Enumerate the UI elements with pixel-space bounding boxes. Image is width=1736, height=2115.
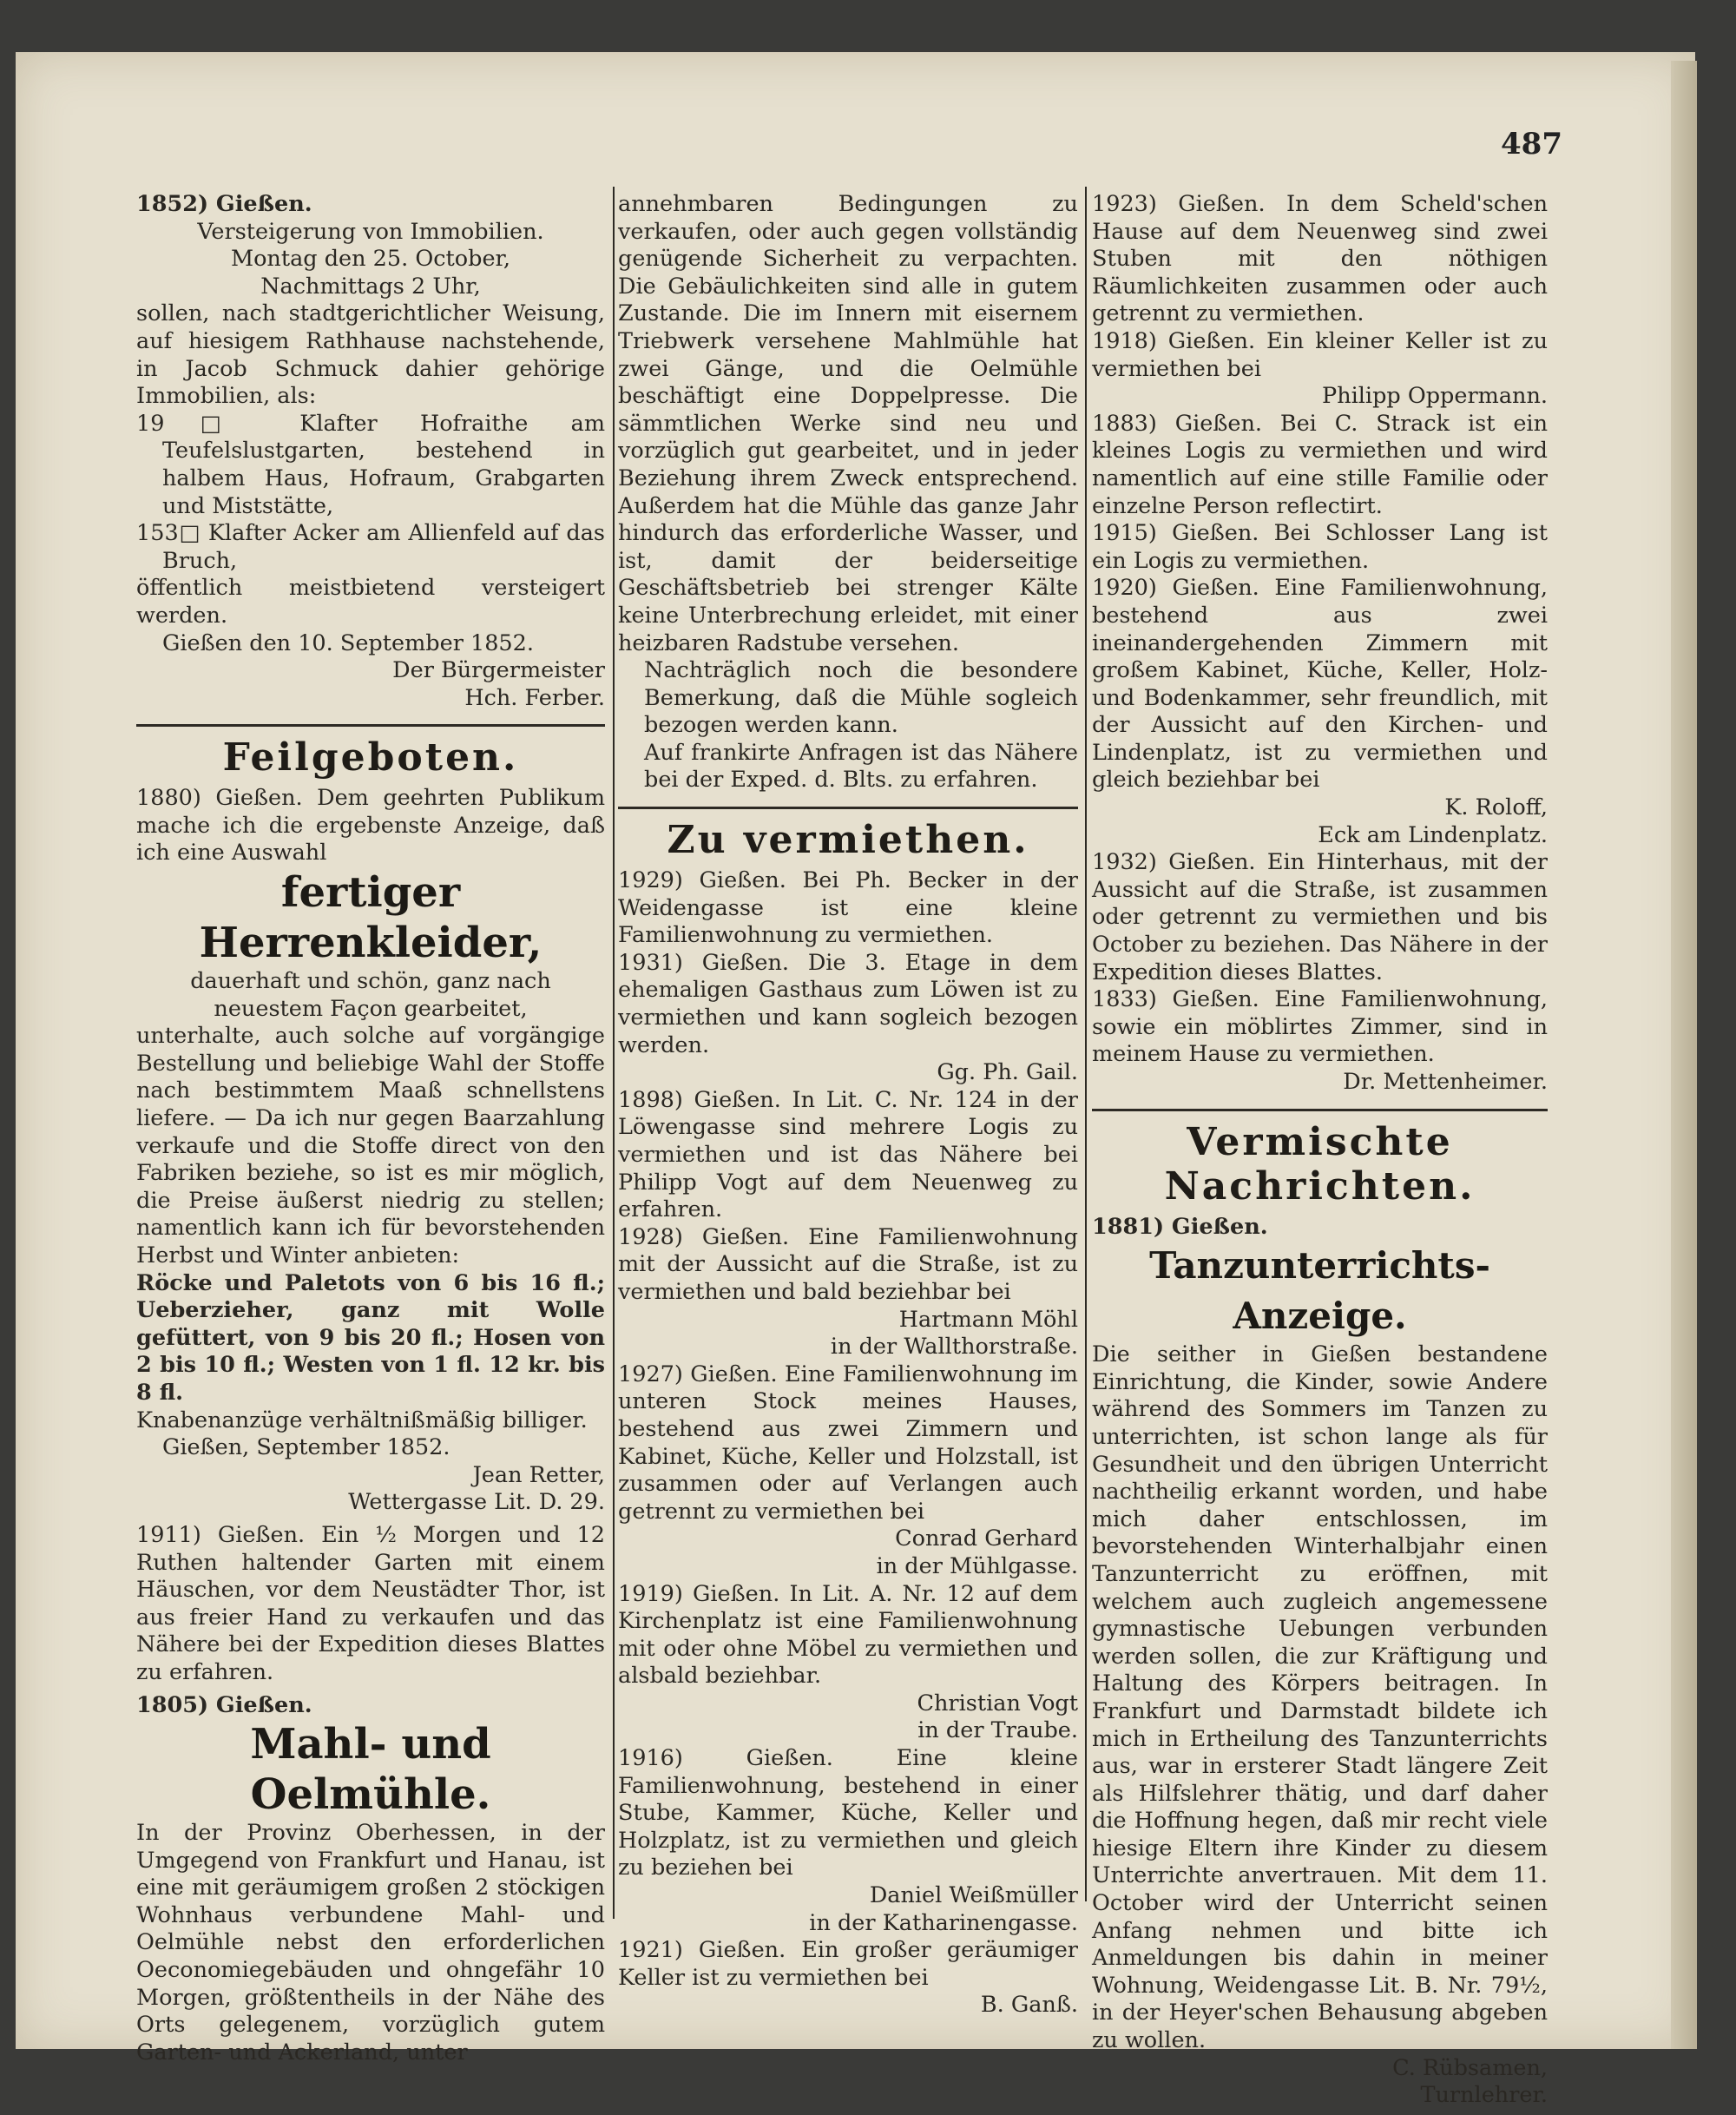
ad-dateline: Gießen den 10. September 1852. — [162, 629, 534, 656]
column-3 — [1092, 191, 1548, 2115]
ad-signature: in der Katharinengasse. — [809, 1909, 1078, 1936]
ad-body: unterhalte, auch solche auf vorgängige Bestellung und beliebige Wahl der Stoffe nach bestimmtem Maaß schnellstens liefere. — Da ich nur gegen Baarzahlung verkaufe und die Stoffe direct von den Fabriken beziehe, so ist es mir möglich, die Preise äußerst niedrig zu stellen; namentlich kann ich für bevorstehenden Herbst und Winter anbieten: — [136, 1023, 605, 1268]
ad-subtitle: dauerhaft und schön, ganz nach — [190, 968, 551, 995]
ad-body: Auf frankirte Anfragen ist das Nähere bei der Exped. d. Blts. zu erfahren. — [644, 739, 1078, 794]
ad-body: 1883) Gießen. Bei C. Strack ist ein kleines Logis zu vermiethen und wird namentlich auf eine stille Familie oder einzelne Person reflectirt. — [1092, 410, 1548, 519]
ad-body: 1919) Gießen. In Lit. A. Nr. 12 auf dem Kirchenplatz ist eine Familienwohnung mit oder ohne Möbel zu vermiethen und alsbald beziehbar. — [618, 1580, 1078, 1690]
ad-signature: Eck am Lindenplatz. — [1318, 821, 1548, 848]
column-2 — [618, 191, 1078, 2115]
ad-body: In der Provinz Oberhessen, in der Umgegend von Frankfurt und Hanau, ist eine mit geräumigem großen 2 stöckigen Wohnhaus verbundene Mahl- und Oelmühle nebst den erforderlichen Oeconomiegebäuden und ohngefähr 10 Morgen, größtentheils in der Nähe des Orts gelegenem, vorzüglich gutem Garten- und Ackerland, unter — [136, 1820, 605, 2066]
ad-signature: Turnlehrer. — [1420, 2082, 1548, 2109]
ad-signature: Daniel Weißmüller — [869, 1882, 1078, 1909]
ad-body: annehmbaren Bedingungen zu verkaufen, oder auch gegen vollständig genügende Sicherheit zu verpachten. Die Gebäulichkeiten sind alle in gutem Zustande. Die im Innern mit eisernem Triebwerk versehene Mahlmühle hat zwei Gänge, und die Oelmühle beschäftigt eine Doppelpresse. Die sämmtlichen Werke sind neu und vorzüglich gut gearbeitet, und in jeder Beziehung ihrem Zweck entsprechend. Außerdem hat die Mühle das ganze Jahr hindurch das erforderliche Wasser, und ist, damit der beiderseitige Geschäftsbetrieb bei strenger Kälte keine Unterbrechung erleidet, mit einer heizbaren Radstube versehen. — [618, 191, 1078, 656]
section-rule — [1092, 1109, 1548, 1111]
column-rule — [1085, 187, 1087, 1901]
ad-display-title: fertiger Herrenkleider, — [199, 868, 542, 968]
ad-signature: in der Wallthorstraße. — [830, 1334, 1078, 1361]
ad-body: 1920) Gießen. Eine Familienwohnung, bestehend aus zwei ineinandergehenden Zimmern mit großem Kabinet, Küche, Keller, Holz- und Bodenkammer, sehr freundlich, mit der Aussicht auf den Kirchen- und Lindenplatz, ist zu vermiethen und gleich beziehbar bei — [1092, 575, 1548, 794]
ad-body: 1911) Gießen. Ein ½ Morgen und 12 Ruthen haltender Garten mit einem Häuschen, vor dem Neustädter Thor, ist aus freier Hand zu verkaufen und das Nähere bei der Expedition dieses Blattes zu erfahren. — [136, 1521, 605, 1685]
column-1 — [136, 191, 605, 2115]
ad-body: 1918) Gießen. Ein kleiner Keller ist zu vermiethen bei — [1092, 327, 1548, 382]
ad-item: 153□ Klafter Acker am Allienfeld auf das Bruch, — [136, 520, 605, 574]
ad-signature: K. Roloff, — [1444, 794, 1548, 821]
ad-display-title: Mahl- und Oelmühle. — [250, 1720, 491, 1820]
ad-signature: Philipp Oppermann. — [1322, 383, 1548, 410]
ad-signature: Christian Vogt — [917, 1690, 1078, 1716]
ad-body: sollen, nach stadtgerichtlicher Weisung, auf hiesigem Rathhause nachstehende, in Jacob Schmuck dahier gehörige Immobilien, als: — [136, 300, 605, 410]
ad-signature: Jean Retter, — [472, 1461, 605, 1488]
ad-signature: in der Mühlgasse. — [876, 1552, 1078, 1579]
ad-signature: B. Ganß. — [980, 1992, 1078, 2019]
ad-body: Die seither in Gießen bestandene Einrichtung, die Kinder, sowie Andere während des Sommers im Tanzen zu unterrichten, ist schon lange als für Gesundheit und den übrigen Unterricht nachtheilig erkannt worden, und habe mich daher entschlossen, im bevorstehenden Winterhalbjahr einen Tanzunterricht zu eröffnen, mit welchem auch zugleich angemessene gymnastische Uebungen verbunden werden sollen, die zur Kräftigung und Haltung des Körpers beitragen. In Frankfurt und Darmstadt bildete ich mich in Ertheilung des Tanzunterrichts aus, war in ersterer Stadt längere Zeit als Hilfslehrer thätig, und darf daher die Hoffnung hegen, daß mir recht viele hiesige Eltern ihre Kinder zu diesem Unterrichte anvertrauen. Mit dem 11. October wird der Unterricht seinen Anfang nehmen und bitte ich Anmeldungen bis dahin in meiner Wohnung, Weidengasse Lit. B. Nr. 79½, in der Heyer'schen Behausung abgeben zu wollen. — [1092, 1341, 1548, 2054]
ad-head: 1881) Gießen. — [1092, 1213, 1268, 1240]
ad-price-list: Röcke und Paletots von 6 bis 16 fl.; Ueberzieher, ganz mit Wolle gefüttert, von 9 bis 20 fl.; Hosen von 2 bis 10 fl.; Westen von 1 fl. 12 kr. bis 8 fl. — [136, 1269, 605, 1406]
section-heading: Vermischte Nachrichten. — [1164, 1119, 1476, 1209]
ad-signature: Der Bürgermeister — [392, 657, 605, 684]
ad-subtitle: neuestem Façon gearbeitet, — [214, 995, 528, 1022]
ad-head: 1880) Gießen. Dem geehrten Publikum mache ich die ergebenste Anzeige, daß ich eine Auswahl — [136, 785, 605, 866]
ad-signature: Gg. Ph. Gail. — [937, 1059, 1078, 1086]
ad-body: 1916) Gießen. Eine kleine Familienwohnung, bestehend in einer Stube, Kammer, Küche, Keller und Holzplatz, ist zu vermiethen und gleich zu beziehen bei — [618, 1745, 1078, 1881]
ad-item: 19□ Klafter Hofraithe am Teufelslustgarten, bestehend in halbem Haus, Hofraum, Grabgarten und Miststätte, — [136, 410, 605, 519]
ad-body: 1921) Gießen. Ein großer geräumiger Keller ist zu vermiethen bei — [618, 1937, 1078, 1991]
ad-signature: Wettergasse Lit. D. 29. — [348, 1489, 605, 1516]
ad-head: 1852) Gießen. — [136, 191, 312, 217]
ad-time: Nachmittags 2 Uhr, — [260, 273, 481, 300]
ad-head: 1805) Gießen. — [136, 1691, 312, 1718]
ad-body: 1898) Gießen. In Lit. C. Nr. 124 in der Löwengasse sind mehrere Logis zu vermiethen und ist das Nähere bei Philipp Vogt auf dem Neuenweg zu erfahren. — [618, 1086, 1078, 1223]
ad-body: Knabenanzüge verhältnißmäßig billiger. — [136, 1407, 588, 1433]
ad-signature: Hch. Ferber. — [464, 684, 605, 711]
ad-signature: in der Traube. — [917, 1717, 1078, 1744]
ad-display-title: Tanzunterrichts-Anzeige. — [1149, 1244, 1490, 1338]
ad-body: 1915) Gießen. Bei Schlosser Lang ist ein Logis zu vermiethen. — [1092, 520, 1548, 574]
ad-signature: C. Rübsamen, — [1392, 2054, 1548, 2081]
ad-body: Nachträglich noch die besondere Bemerkung, daß die Mühle sogleich bezogen werden kann. — [644, 657, 1078, 739]
section-heading: Zu vermiethen. — [667, 818, 1029, 863]
page-number: 487 — [1501, 127, 1562, 161]
ad-body: öffentlich meistbietend versteigert werden. — [136, 575, 605, 629]
ad-title: Versteigerung von Immobilien. — [197, 218, 544, 245]
page-edge — [1671, 61, 1697, 2049]
ad-signature: Dr. Mettenheimer. — [1343, 1069, 1548, 1095]
ad-dateline: Gießen, September 1852. — [162, 1434, 450, 1461]
ad-body: 1923) Gießen. In dem Scheld'schen Hause auf dem Neuenweg sind zwei Stuben mit den nöthigen Räumlichkeiten zusammen oder auch getrennt zu vermiethen. — [1092, 191, 1548, 327]
ad-body: 1833) Gießen. Eine Familienwohnung, sowie ein möblirtes Zimmer, sind in meinem Hause zu vermiethen. — [1092, 986, 1548, 1068]
ad-signature: Hartmann Möhl — [898, 1306, 1078, 1333]
ad-signature: Conrad Gerhard — [895, 1525, 1078, 1552]
ad-body: 1929) Gießen. Bei Ph. Becker in der Weidengasse ist eine kleine Familienwohnung zu vermiethen. — [618, 867, 1078, 949]
ad-body: 1928) Gießen. Eine Familienwohnung mit der Aussicht auf die Straße, ist zu vermiethen und bald beziehbar bei — [618, 1223, 1078, 1305]
ad-date: Montag den 25. October, — [230, 246, 511, 273]
ad-body: 1932) Gießen. Ein Hinterhaus, mit der Aussicht auf die Straße, ist zusammen oder getrennt zu vermiethen und bis October zu beziehen. Das Nähere in der Expedition dieses Blattes. — [1092, 849, 1548, 985]
section-heading: Feilgeboten. — [222, 735, 519, 781]
ad-body: 1931) Gießen. Die 3. Etage in dem ehemaligen Gasthaus zum Löwen ist zu vermiethen und kann sogleich bezogen werden. — [618, 949, 1078, 1058]
column-rule — [613, 187, 615, 1919]
section-rule — [618, 807, 1078, 809]
ad-body: 1927) Gießen. Eine Familienwohnung im unteren Stock meines Hauses, bestehend aus zwei Zimmern und Kabinet, Küche, Keller und Holzstall, ist zusammen oder auf Verlangen auch getrennt zu vermiethen bei — [618, 1361, 1078, 1525]
section-rule — [136, 724, 605, 727]
